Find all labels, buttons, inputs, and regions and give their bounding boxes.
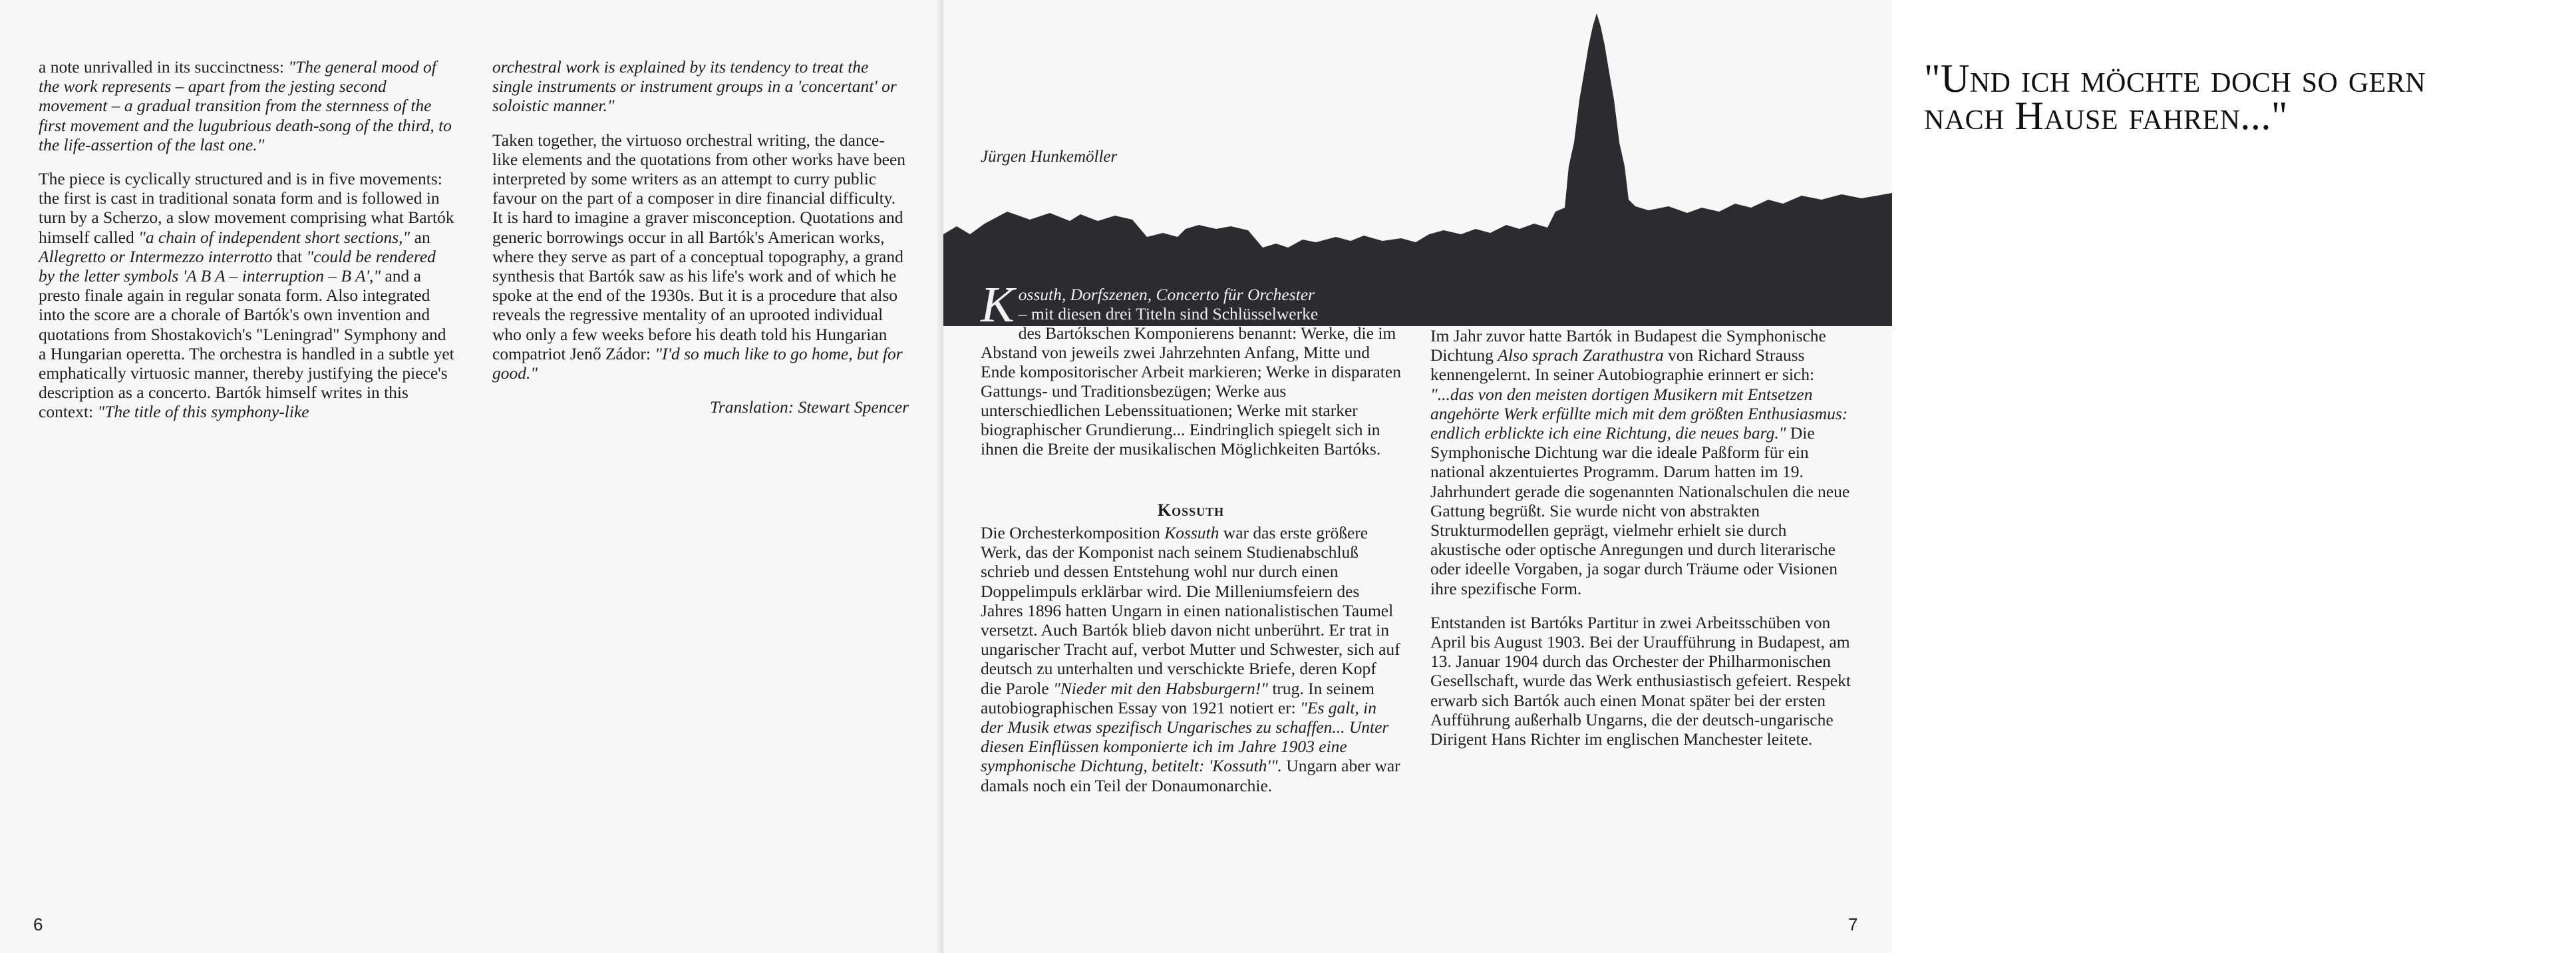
quote-run: Allegretto or Intermezzo interrotto <box>39 246 273 266</box>
quote-run: "The title of this symphony-like <box>97 402 309 422</box>
text-run: war das erste größere Werk, das der Komponist nach seinem Studienabschluß schrieb und dessen Entstehung wohl nur durch einen Doppelimpuls erklärbar wird. Die Milleniumsfeiern des Jahres 1896 hatten Ungarn in einen nationalistischen Taumel versetzt. Auch Bartók blieb davon nicht unberührt. Er trat in ungarischer Tracht auf, verbot Mutter und Schwester, sich auf deutsch zu unterhalten und verschickte Briefe, deren Kopf die Parole <box>981 523 1400 698</box>
author-byline: Jürgen Hunkemöller <box>981 148 1118 166</box>
town-skyline-illustration <box>943 0 1892 333</box>
lead-italic-titles: ossuth, Dorfszenen, Concerto für Orchester <box>1018 285 1315 304</box>
left-page <box>0 0 943 953</box>
article-headline <box>1924 57 2576 138</box>
left-column-2 <box>492 57 909 431</box>
text-run: an <box>410 227 430 247</box>
text-run: von Richard Strauss kennengelernt. In seiner Autobiographie erinnert er sich: <box>1430 345 1815 385</box>
quote-run: "...das von den meisten dortigen Musikern mit Entsetzen angehörte Werk erfüllte mich mit dem größten Enthusiasmus: endlich erblickte ich eine Richtung, die neues barg." <box>1430 384 1848 443</box>
text-run: The piece is cyclically structured and is in five movements: the first is cast in traditional sonata form and is followed in turn by a Scherzo, a slow movement comprising what Bartók himself called <box>39 169 454 247</box>
paragraph <box>39 169 455 422</box>
text-run: and a presto finale again in regular sonata form. Also integrated into the score are a chorale of Bartók's own invention and quotations from Shostakovich's "Leningrad" Symphony and a Hungarian operetta. The orchestra is handled in a subtle yet emphatically virtuosic manner, thereby justifying the piece's description as a concerto. Bartók himself writes in this context: <box>39 266 454 422</box>
text-run: Ungarn aber war damals noch ein Teil der Donaumonarchie. <box>981 756 1400 795</box>
text-run: that <box>272 246 307 266</box>
headline-line-1: "Und ich möchte doch so gern <box>1924 57 2426 100</box>
lead-body: des Bartókschen Komponierens benannt: Werke, die im Abstand von jeweils zwei Jahrzehnten Anfang, Mitte und Ende kompositorischer Arbeit markieren; Werke in disparaten Gattungs- und Traditionsbezügen; Werke aus unterschiedlichen Lebenssituationen; Werke mit starker biographischer Grundierung... Eindringlich spiegelt sich in ihnen die Breite der musikalischen Möglichkeiten Bartóks. <box>981 323 1401 459</box>
quote-run: "Nieder mit den Habsburgern!" <box>1053 678 1268 698</box>
right-column-1 <box>981 523 1401 810</box>
text-run: trug. In seinem autobiographischen Essay von 1921 notiert er: <box>981 678 1375 717</box>
quote-run: "I'd so much like to go home, but for good." <box>492 343 903 383</box>
text-run: Die Orchesterkomposition <box>981 523 1165 542</box>
show-through-texture <box>466 40 472 47</box>
text-run: Die Symphonische Dichtung war die ideale Paßform für ein national akzentuiertes Programm. Darum hatten im 19. Jahrhundert gerade die sogenannten Nationalschulen die neue Gattung begrüßt. Sie wurde nicht von abstrakten Strukturmodellen geprägt, vielmehr erhielt sie durch akustische oder optische Anregungen und durch literarische oder ideelle Vorgaben, ja sogar durch Träume oder Visionen ihre spezifische Form. <box>1430 423 1850 598</box>
drop-cap: K <box>981 277 1015 333</box>
page-number: 6 <box>33 914 43 934</box>
quote-run: orchestral work is explained by its tendency to treat the single instruments or instrument groups in a 'concertant' or soloistic manner." <box>492 57 897 116</box>
lead-continuation: – mit diesen drei Titeln sind Schlüsselwerke <box>1018 304 1319 323</box>
translation-credit: Translation: Stewart Spencer <box>710 397 909 417</box>
headline-line-2: nach Hause fahren..." <box>1924 94 2288 138</box>
lead-paragraph <box>981 277 1401 459</box>
text-run: Entstanden ist Bartóks Partitur in zwei Arbeitsschüben von April bis August 1903. Bei der Uraufführung in Budapest, am 13. Januar 1904 durch das Orchester der Philharmonischen Gesellschaft, wurde das Werk enthusiastisch gefeiert. Respekt erwarb sich Bartók auch einen Monat später bei der ersten Aufführung außerhalb Ungarns, die der deutsch-ungarische Dirigent Hans Richter im englischen Manchester leitete. <box>1430 612 1851 749</box>
quote-run: "could be rendered by the letter symbols 'A B A – interruption – B A'," <box>39 246 436 286</box>
paragraph <box>981 523 1401 795</box>
page-number: 7 <box>1848 914 1858 934</box>
left-column-1 <box>39 57 455 437</box>
quote-run: "Es galt, in der Musik etwas spezifisch Ungarisches zu schaffen... Unter diesen Einflüssen komponierte ich im Jahre 1903 eine symphonische Dichtung, betitelt: 'Kossuth'". <box>981 697 1389 776</box>
text-run: Taken together, the virtuoso orchestral writing, the dance-like elements and the quotations from other works have been interpreted by some writers as an attempt to curry public favour on the part of a composer in dire financial difficulty. It is hard to imagine a graver misconception. Quotations and generic borrowings occur in all Bartók's American works, where they serve as part of a conceptual topography, a grand synthesis that Bartók saw as his life's work and of which he spoke at the end of the 1930s. But it is a procedure that also reveals the regressive mentality of an uprooted individual who only a few weeks before his death told his Hungarian compatriot Jenő Zádor: <box>492 130 906 363</box>
paragraph <box>1430 326 1851 598</box>
quote-run: "The general mood of the work represents – apart from the jesting second movement – a gradual transition from the sternness of the first movement and the lugubrious death-song of the third, to the life-assertion of the last one." <box>39 57 452 154</box>
right-column-2 <box>1430 326 1851 763</box>
paragraph <box>1430 613 1851 749</box>
work-title: Kossuth <box>1164 523 1219 542</box>
paragraph <box>492 130 909 383</box>
text-run: a note unrivalled in its succinctness: <box>39 57 289 77</box>
paragraph <box>39 57 455 154</box>
section-heading-kossuth: Kossuth <box>1157 500 1225 520</box>
text-run: Im Jahr zuvor hatte Bartók in Budapest die Symphonische Dichtung <box>1430 326 1826 365</box>
work-title: Also sprach Zarathustra <box>1498 345 1664 365</box>
paragraph <box>492 57 909 116</box>
quote-run: "a chain of independent short sections," <box>138 227 410 247</box>
